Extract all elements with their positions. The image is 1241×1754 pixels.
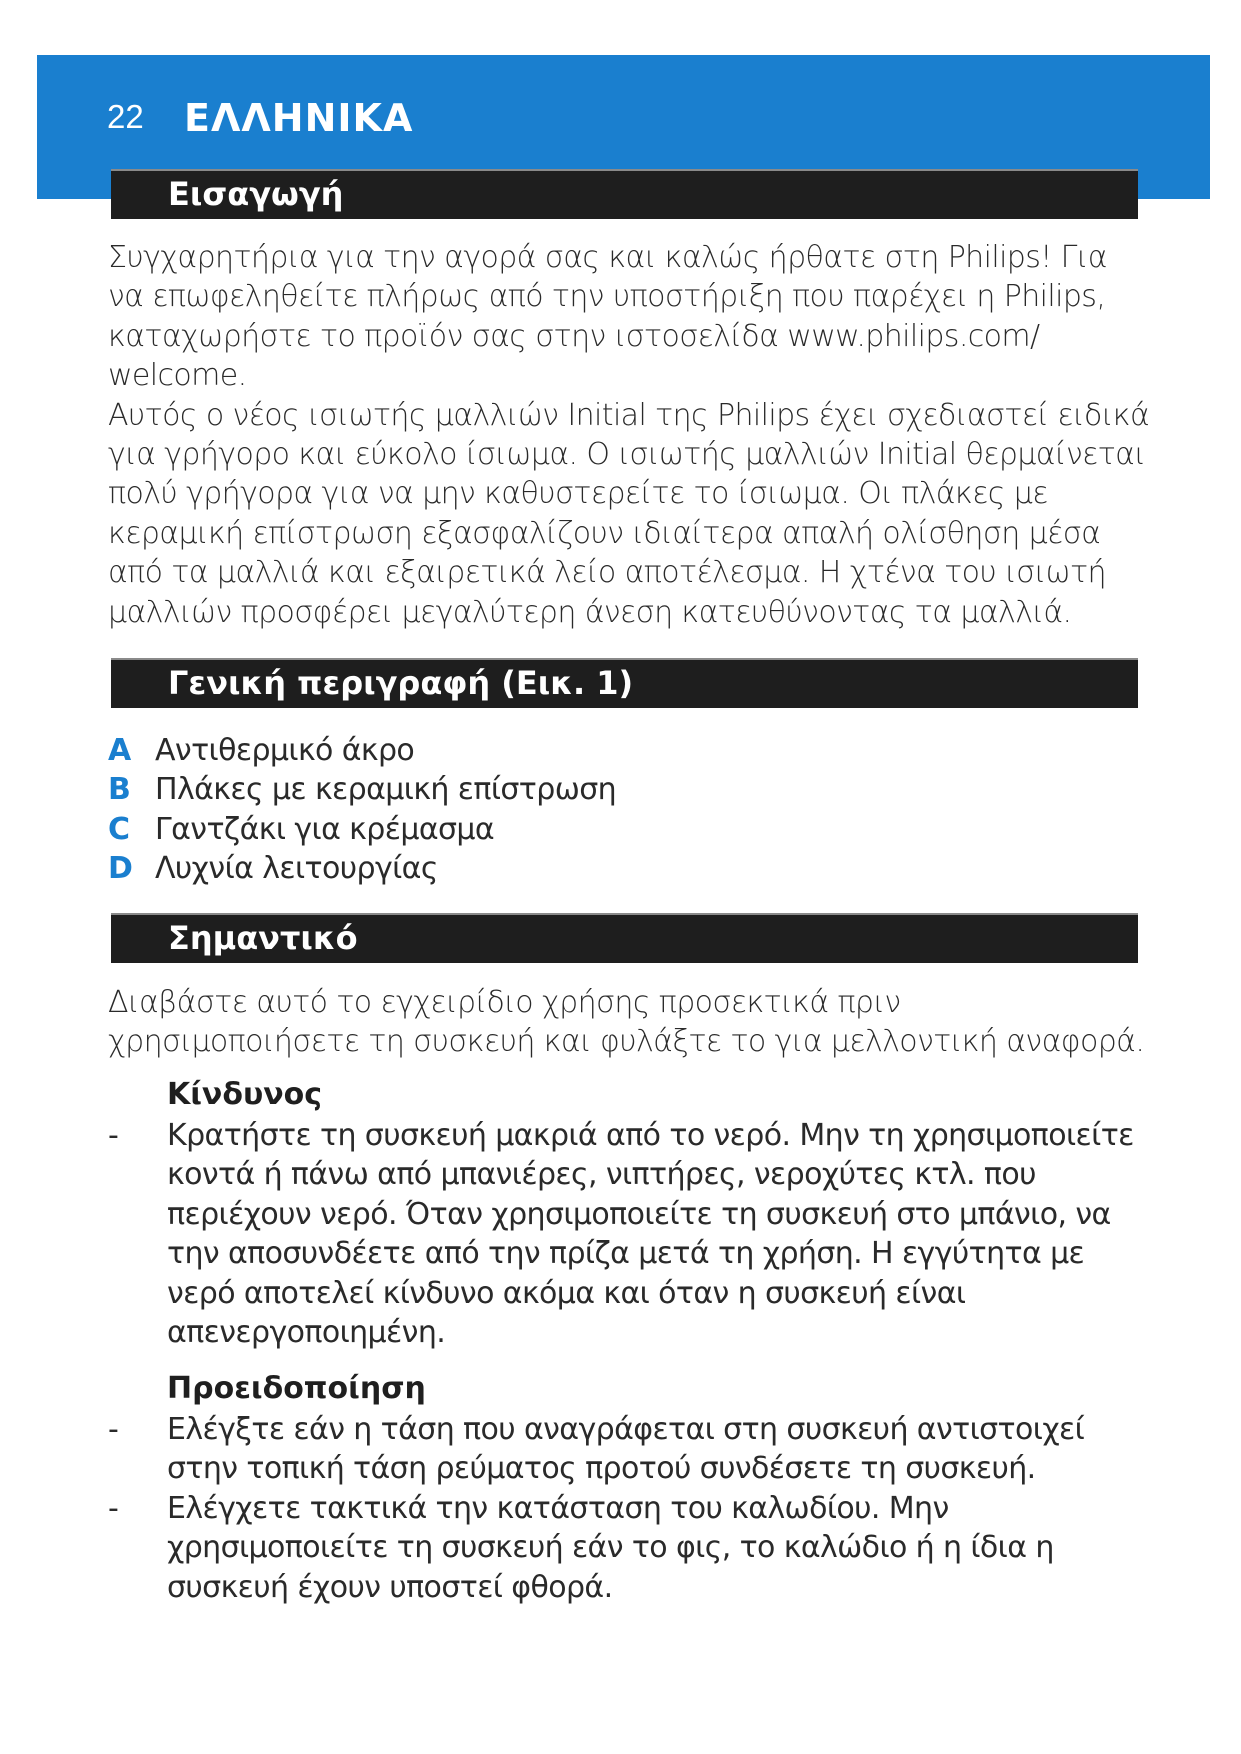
section-heading-intro bbox=[111, 169, 1138, 219]
bullet-line: Κρατήστε τη συσκευή μακριά από το νερό. Μην τη χρησιμοποιείτε bbox=[167, 1118, 1134, 1153]
language-title: ΕΛΛΗΝΙΚΑ bbox=[184, 96, 414, 140]
intro-line: welcome. bbox=[108, 358, 247, 394]
section-heading-intro-label: Εισαγωγή bbox=[168, 175, 344, 213]
important-intro bbox=[108, 983, 1148, 1062]
warning-title: Προειδοποίηση bbox=[167, 1371, 426, 1406]
intro-paragraph bbox=[108, 238, 1148, 632]
legend-letter: C bbox=[108, 811, 131, 847]
intro-line: για γρήγορο και εύκολο ίσιωμα. Ο ισιωτής μαλλιών Initial θερμαίνεται bbox=[108, 437, 1146, 473]
intro-line: Συγχαρητήρια για την αγορά σας και καλώς ήρθατε στη Philips! Για bbox=[108, 240, 1107, 275]
page-number: 22 bbox=[107, 98, 144, 135]
bullet-line: νερό αποτελεί κίνδυνο ακόμα και όταν η συσκευή είναι bbox=[167, 1275, 966, 1311]
bullet-line: απενεργοποιημένη. bbox=[167, 1315, 446, 1351]
important-intro-line: χρησιμοποιήσετε τη συσκευή και φυλάξτε το για μελλοντική αναφορά. bbox=[108, 1024, 1145, 1060]
legend-text: Αντιθερμικό άκρο bbox=[155, 733, 415, 768]
intro-line: Αυτός ο νέος ισιωτής μαλλιών Initial της Philips έχει σχεδιαστεί ειδικά bbox=[108, 397, 1150, 433]
bullet-line: περιέχουν νερό. Όταν χρησιμοποιείτε τη συσκευή στο μπάνιο, να bbox=[167, 1196, 1111, 1232]
bullet-dash: - bbox=[108, 1412, 119, 1447]
intro-line: καταχωρήστε το προϊόν σας στην ιστοσελίδα www.philips.com/ bbox=[108, 318, 1040, 354]
legend-letter: A bbox=[108, 733, 132, 768]
intro-line: να επωφεληθείτε πλήρως από την υποστήριξη που παρέχει η Philips, bbox=[108, 279, 1106, 315]
bullet-text bbox=[167, 1410, 1167, 1489]
bullet-line: κοντά ή πάνω από μπανιέρες, νιπτήρες, νεροχύτες κτλ. που bbox=[167, 1157, 1036, 1193]
legend-text: Γαντζάκι για κρέμασμα bbox=[155, 811, 495, 847]
legend-text: Πλάκες με κεραμική επίστρωση bbox=[155, 772, 617, 808]
legend-letter: B bbox=[108, 772, 131, 808]
bullet-dash: - bbox=[108, 1118, 119, 1153]
danger-title: Κίνδυνος bbox=[167, 1077, 323, 1112]
section-heading-overview bbox=[111, 658, 1138, 708]
section-heading-important-label: Σημαντικό bbox=[168, 919, 358, 957]
intro-line: πολύ γρήγορα για να μην καθυστερείτε το ίσιωμα. Οι πλάκες με bbox=[108, 476, 1048, 512]
intro-line: από τα μαλλιά και εξαιρετικά λείο αποτέλεσμα. Η χτένα του ισιωτή bbox=[108, 555, 1106, 591]
bullet-line: συσκευή έχουν υποστεί φθορά. bbox=[167, 1569, 613, 1605]
bullet-line: Ελέγξτε εάν η τάση που αναγράφεται στη συσκευή αντιστοιχεί bbox=[167, 1412, 1085, 1447]
legend-item bbox=[108, 810, 1108, 849]
important-intro-line: Διαβάστε αυτό το εγχειρίδιο χρήσης προσεκτικά πριν bbox=[108, 985, 901, 1020]
intro-line: μαλλιών προσφέρει μεγαλύτερη άνεση κατευθύνοντας τα μαλλιά. bbox=[108, 594, 1072, 630]
legend-text: Λυχνία λειτουργίας bbox=[155, 851, 438, 887]
bullet-line: την αποσυνδέετε από την πρίζα μετά τη χρήση. Η εγγύτητα με bbox=[167, 1236, 1085, 1272]
bullet-line: στην τοπική τάση ρεύματος προτού συνδέσετε τη συσκευή. bbox=[167, 1451, 1036, 1487]
bullet-dash: - bbox=[108, 1491, 119, 1526]
legend-item bbox=[108, 770, 1108, 809]
legend-item bbox=[108, 849, 1108, 888]
parts-legend bbox=[108, 731, 1108, 889]
bullet-text bbox=[167, 1116, 1167, 1352]
section-heading-overview-label: Γενική περιγραφή (Εικ. 1) bbox=[168, 664, 634, 702]
legend-letter: D bbox=[108, 851, 133, 887]
bullet-text bbox=[167, 1489, 1167, 1607]
bullet-line: χρησιμοποιείτε τη συσκευή εάν το φις, το καλώδιο ή η ίδια η bbox=[167, 1530, 1054, 1566]
legend-item bbox=[108, 731, 1108, 770]
intro-line: κεραμική επίστρωση εξασφαλίζουν ιδιαίτερα απαλή ολίσθηση μέσα bbox=[108, 515, 1101, 551]
section-heading-important bbox=[111, 913, 1138, 963]
bullet-line: Ελέγχετε τακτικά την κατάσταση του καλωδίου. Μην bbox=[167, 1491, 949, 1526]
